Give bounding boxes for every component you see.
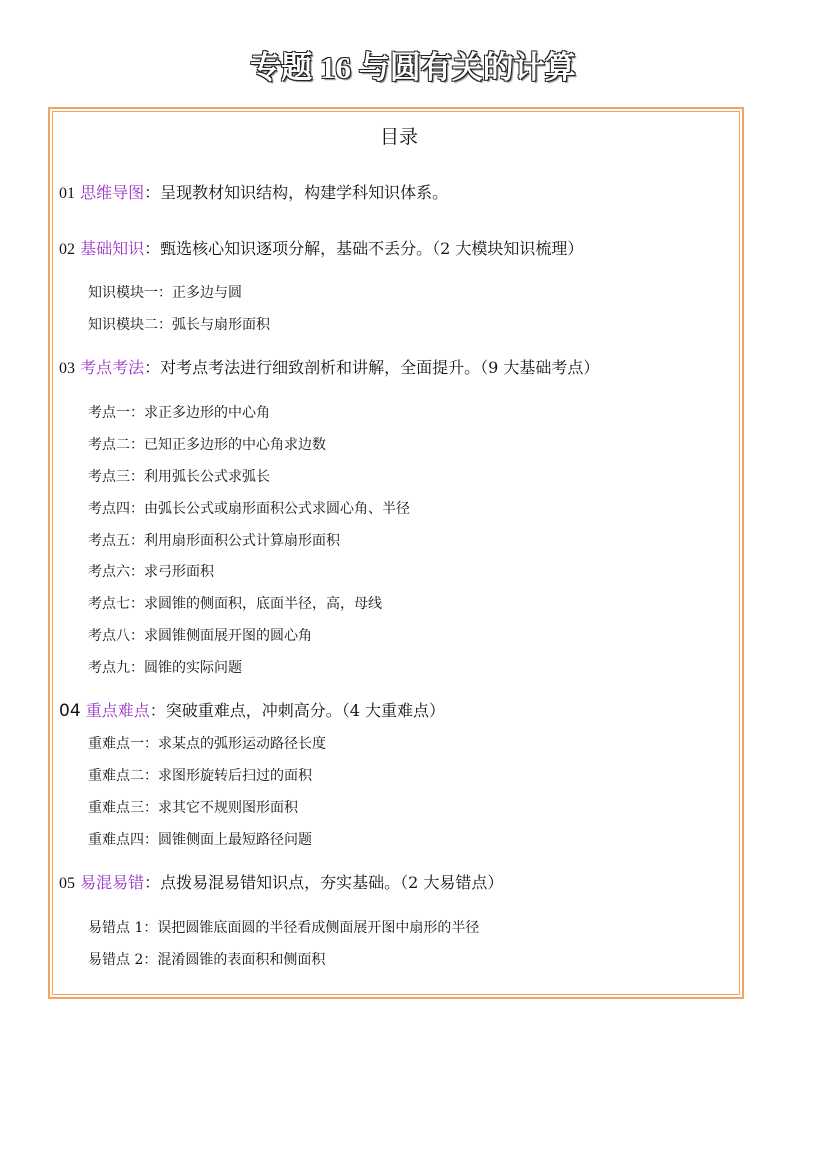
document-title: 专题 16 与圆有关的计算: [250, 50, 576, 85]
section-number: 03: [59, 360, 75, 377]
toc-item[interactable]: 易错点 1：误把圆锥底面圆的半径看成侧面展开图中扇形的半径: [88, 920, 480, 936]
toc-item[interactable]: 考点三：利用弧长公式求弧长: [88, 469, 270, 485]
section-number: 05: [59, 875, 75, 892]
toc-item[interactable]: 重难点三：求其它不规则图形面积: [88, 800, 298, 816]
toc-item[interactable]: 考点一：求正多边形的中心角: [88, 405, 270, 421]
toc-section-02[interactable]: [59, 238, 583, 261]
section-keyword: 思维导图: [80, 183, 145, 202]
section-keyword: 易混易错: [80, 873, 145, 892]
section-keyword: 考点考法: [80, 358, 145, 377]
section-description: ：突破重难点，冲刺高分。（4 大重难点）: [149, 701, 446, 720]
toc-item[interactable]: 考点八：求圆锥侧面展开图的圆心角: [88, 628, 312, 644]
toc-section-05[interactable]: [59, 872, 503, 895]
section-description: ：对考点考法进行细致剖析和讲解，全面提升。（9 大基础考点）: [144, 358, 600, 377]
section-keyword: 重点难点: [85, 701, 150, 720]
toc-item[interactable]: 重难点二：求图形旋转后扫过的面积: [88, 768, 312, 784]
section-description: ：点拨易混易错知识点，夯实基础。（2 大易错点）: [144, 873, 504, 892]
section-description: ：呈现教材知识结构，构建学科知识体系。: [144, 183, 449, 202]
toc-section-04[interactable]: [59, 700, 445, 722]
section-keyword: 基础知识: [80, 239, 145, 258]
toc-heading: 目录: [379, 126, 418, 148]
toc-item[interactable]: 重难点一：求某点的弧形运动路径长度: [88, 736, 326, 752]
toc-item[interactable]: 考点五：利用扇形面积公式计算扇形面积: [88, 533, 340, 549]
toc-item[interactable]: 考点二：已知正多边形的中心角求边数: [88, 437, 326, 453]
section-description: ：甄选核心知识逐项分解，基础不丢分。（2 大模块知识梳理）: [144, 239, 584, 258]
toc-item[interactable]: 考点九：圆锥的实际问题: [88, 660, 242, 676]
section-number: 01: [59, 185, 75, 202]
section-number: 04: [59, 701, 81, 721]
toc-item[interactable]: 易错点 2：混淆圆锥的表面积和侧面积: [88, 952, 326, 968]
toc-item[interactable]: 考点四：由弧长公式或扇形面积公式求圆心角、半径: [88, 501, 410, 517]
toc-item[interactable]: 重难点四：圆锥侧面上最短路径问题: [88, 832, 312, 848]
toc-item[interactable]: 知识模块一：正多边与圆: [88, 285, 242, 301]
section-number: 02: [59, 241, 75, 258]
toc-section-03[interactable]: [59, 357, 599, 380]
toc-item[interactable]: 考点六：求弓形面积: [88, 564, 214, 580]
toc-item[interactable]: 考点七：求圆锥的侧面积，底面半径，高，母线: [88, 596, 382, 612]
toc-section-01[interactable]: [59, 182, 448, 205]
toc-item[interactable]: 知识模块二：弧长与扇形面积: [88, 317, 270, 333]
